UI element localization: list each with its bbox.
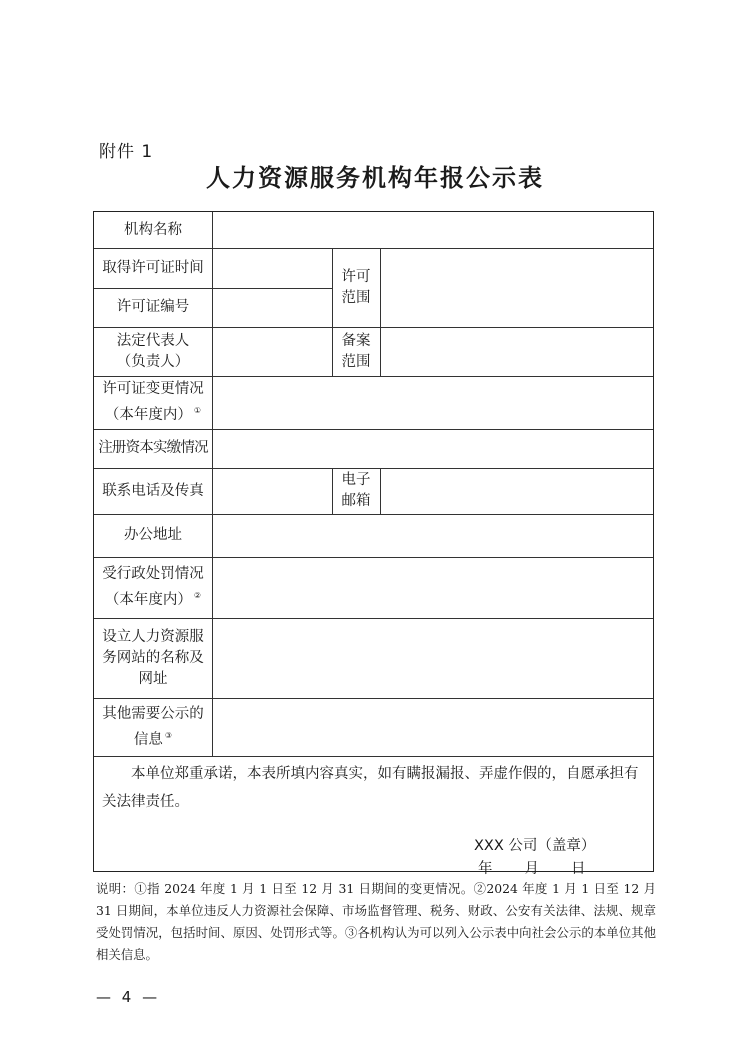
field-license-scope[interactable] [381,249,653,327]
footnote: 说明：①指 2024 年度 1 月 1 日至 12 月 31 日期间的变更情况。②2024 年度 1 月 1 日至 12 月 31 日期间，本单位违反人力资源社会保障、市场监督管理、税务、财政、公安有关法律、法规、规章受处罚情况，包括时间、原因、处罚形式等。③各机构认为可以列入公示表中向社会公示的本单位其他相关信息。 [96,881,656,962]
page-number: — 4 — [96,988,161,1006]
field-penalty[interactable] [213,558,653,618]
field-org-name[interactable] [213,212,653,248]
label-legal-rep: 法定代表人 （负责人） [116,332,190,370]
date-line: 年 月 日 [478,861,587,877]
label-filing-scope: 备案 范围 [341,332,371,370]
row-divider [94,756,653,757]
label-website: 设立人力资源服 务网站的名称及 网址 [102,628,204,687]
label-other [94,698,212,756]
label-other-line1: 其他需要公示的 [102,705,204,722]
field-filing-scope[interactable] [381,328,653,376]
attachment-label: 附件 1 [99,142,154,162]
field-capital[interactable] [213,430,653,468]
note-mark-1: ① [193,406,202,416]
label-license-change-line1: 许可证变更情况 [102,381,204,398]
field-license-change[interactable] [213,377,653,429]
label-penalty [94,557,212,618]
label-license-change [94,376,212,429]
label-license-change-line2 [105,400,201,426]
note-mark-2: ② [193,591,202,601]
note-mark-3: ③ [164,730,173,740]
field-email[interactable] [381,469,653,514]
label-other-line2 [134,725,172,751]
company-seal-line: XXX 公司（盖章） [474,838,596,854]
label-penalty-line2 [105,585,201,611]
label-capital: 注册资本实缴情况 [98,440,208,456]
label-org-name: 机构名称 [124,221,182,238]
field-license-time[interactable] [213,249,332,288]
label-penalty-line1: 受行政处罚情况 [102,566,204,583]
field-legal-rep[interactable] [213,328,332,376]
field-other[interactable] [213,699,653,756]
label-license-scope: 许可 范围 [341,268,371,306]
label-license-no: 许可证编号 [116,299,190,315]
field-license-no[interactable] [213,289,332,327]
field-address[interactable] [213,515,653,557]
label-year-scope: （本年度内） [104,406,192,423]
label-phone-fax: 联系电话及传真 [102,482,204,499]
label-email: 电子 邮箱 [341,472,371,509]
field-website[interactable] [213,619,653,698]
page-title: 人力资源服务机构年报公示表 [206,163,544,192]
label-other-info: 信息 [133,731,163,748]
report-form-table [93,211,654,877]
label-penalty-year: （本年度内） [104,591,192,608]
label-address: 办公地址 [124,527,182,543]
label-license-time: 取得许可证时间 [102,259,204,276]
field-phone-fax[interactable] [213,469,332,514]
pledge-text: 本单位郑重承诺，本表所填内容真实，如有瞒报漏报、弄虚作假的，自愿承担有关法律责任。 [102,766,639,810]
